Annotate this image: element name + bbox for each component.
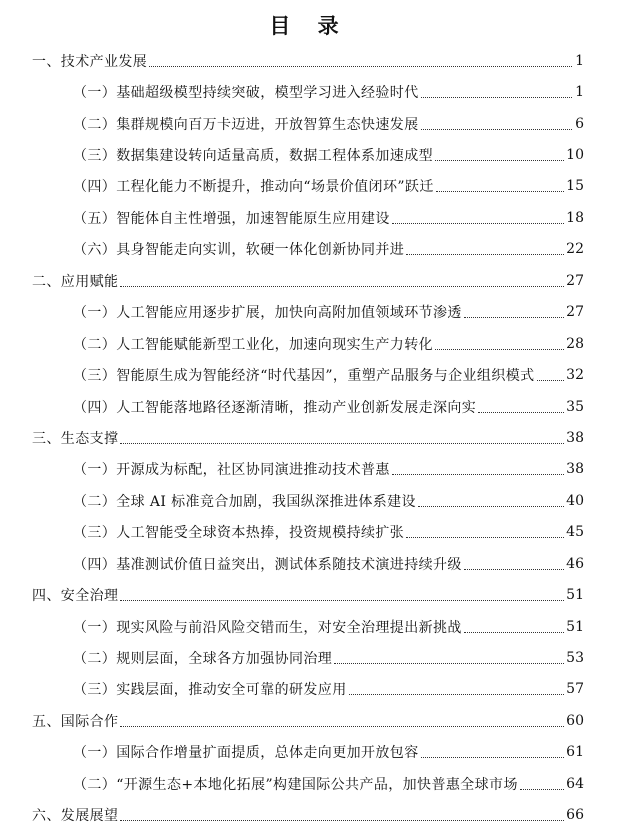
table-of-contents [0,45,618,831]
toc-page-number: 60 [566,712,584,729]
dot-leader [478,411,564,413]
dot-leader [464,316,564,318]
dot-leader [520,788,564,790]
toc-entry-subsection-2-4[interactable] [0,391,618,422]
toc-page-number: 64 [566,775,584,792]
toc-entry-label: （二）规则层面，全球各方加强协同治理 [73,651,333,668]
dot-leader [392,473,564,475]
toc-page-number: 66 [566,807,584,824]
dot-leader [464,568,564,570]
dot-leader [334,662,564,664]
toc-entry-subsection-3-1[interactable] [0,454,618,485]
toc-page-number: 51 [566,618,584,635]
dot-leader [537,379,565,381]
toc-entry-label: （三）智能原生成为智能经济“时代基因”，重塑产品服务与企业组织模式 [73,368,535,385]
toc-entry-subsection-4-2[interactable] [0,642,618,673]
toc-entry-label: （一）开源成为标配，社区协同演进推动技术普惠 [73,462,390,479]
toc-entry-label: 四、安全治理 [32,588,119,605]
toc-entry-label: （三）实践层面，推动安全可靠的研发应用 [73,682,347,699]
toc-entry-subsection-2-1[interactable] [0,297,618,328]
toc-entry-subsection-5-2[interactable] [0,768,618,799]
toc-entry-label: （六）具身智能走向实训，软硬一体化创新协同并进 [73,242,405,259]
dot-leader [349,693,565,695]
toc-entry-subsection-1-5[interactable] [0,202,618,233]
dot-leader [435,348,564,350]
toc-entry-subsection-1-1[interactable] [0,76,618,107]
toc-entry-subsection-3-4[interactable] [0,548,618,579]
toc-entry-label: （二）人工智能赋能新型工业化，加速向现实生产力转化 [73,336,433,353]
dot-leader [421,128,572,130]
dot-leader [149,65,572,67]
toc-entry-subsection-3-2[interactable] [0,485,618,516]
toc-page-number: 27 [566,304,584,321]
dot-leader [120,285,564,287]
toc-page-number: 18 [566,209,584,226]
toc-entry-subsection-5-1[interactable] [0,737,618,768]
toc-entry-label: （一）国际合作增量扩面提质，总体走向更加开放包容 [73,745,419,762]
dot-leader [421,96,572,98]
toc-entry-label: 五、国际合作 [32,713,119,730]
toc-entry-label: （一）基础超级模型持续突破，模型学习进入经验时代 [73,85,419,102]
toc-entry-subsection-1-3[interactable] [0,139,618,170]
dot-leader [421,756,565,758]
toc-page-number: 6 [575,115,584,132]
toc-title: 目 录 [269,14,349,38]
toc-entry-section-1[interactable] [0,45,618,76]
toc-entry-label: （五）智能体自主性增强，加速智能原生应用建设 [73,210,390,227]
toc-entry-label: （四）人工智能落地路径逐渐清晰，推动产业创新发展走深向实 [73,399,477,416]
toc-page-number: 22 [566,241,584,258]
toc-page-number: 1 [575,52,584,69]
toc-page-number: 46 [566,555,584,572]
toc-entry-subsection-1-4[interactable] [0,171,618,202]
dot-leader [406,253,564,255]
toc-entry-label: （二）全球 AI 标准竞合加剧，我国纵深推进体系建设 [73,493,416,510]
dot-leader [120,725,564,727]
dot-leader [436,190,564,192]
toc-page-number: 51 [566,587,584,604]
toc-entry-subsection-2-3[interactable] [0,359,618,390]
toc-entry-label: （一）现实风险与前沿风险交错而生，对安全治理提出新挑战 [73,619,462,636]
dot-leader [435,159,564,161]
toc-page-number: 27 [566,272,584,289]
toc-page-number: 15 [566,178,584,195]
toc-page-number: 10 [566,147,584,164]
toc-page-number: 35 [566,398,584,415]
toc-entry-label: （一）人工智能应用逐步扩展，加快向高附加值领域环节渗透 [73,305,462,322]
toc-page-number: 38 [566,461,584,478]
toc-page-number: 38 [566,429,584,446]
toc-page-number: 53 [566,650,584,667]
toc-entry-subsection-4-3[interactable] [0,674,618,705]
toc-page-number: 57 [566,681,584,698]
dot-leader [120,599,564,601]
toc-page-number: 28 [566,335,584,352]
toc-entry-subsection-1-6[interactable] [0,234,618,265]
toc-entry-subsection-4-1[interactable] [0,611,618,642]
toc-entry-section-6[interactable] [0,800,618,831]
toc-entry-label: 三、生态支撑 [32,430,119,447]
toc-entry-label: （三）数据集建设转向适量高质，数据工程体系加速成型 [73,148,433,165]
toc-page-number: 61 [566,744,584,761]
toc-page-number: 45 [566,524,584,541]
toc-entry-label: 一、技术产业发展 [32,53,148,70]
toc-entry-section-2[interactable] [0,265,618,296]
dot-leader [418,505,564,507]
toc-entry-subsection-1-2[interactable] [0,108,618,139]
toc-entry-section-3[interactable] [0,422,618,453]
toc-entry-label: （三）人工智能受全球资本热捧，投资规模持续扩张 [73,525,405,542]
dot-leader [464,631,564,633]
toc-entry-label: （四）工程化能力不断提升，推动向“场景价值闭环”跃迁 [73,179,434,196]
toc-page-number: 1 [575,84,584,101]
dot-leader [120,442,564,444]
dot-leader [406,536,564,538]
toc-entry-label: 二、应用赋能 [32,273,119,290]
toc-entry-label: 六、发展展望 [32,808,119,825]
toc-entry-label: （二）集群规模向百万卡迈进，开放智算生态快速发展 [73,116,419,133]
toc-entry-label: （二）“开源生态+本地化拓展”构建国际公共产品，加快普惠全球市场 [73,776,518,793]
toc-entry-section-5[interactable] [0,705,618,736]
toc-page-number: 32 [566,367,584,384]
dot-leader [392,222,564,224]
toc-entry-section-4[interactable] [0,579,618,610]
toc-entry-label: （四）基准测试价值日益突出，测试体系随技术演进持续升级 [73,556,462,573]
toc-entry-subsection-3-3[interactable] [0,517,618,548]
toc-entry-subsection-2-2[interactable] [0,328,618,359]
toc-page-number: 40 [566,492,584,509]
